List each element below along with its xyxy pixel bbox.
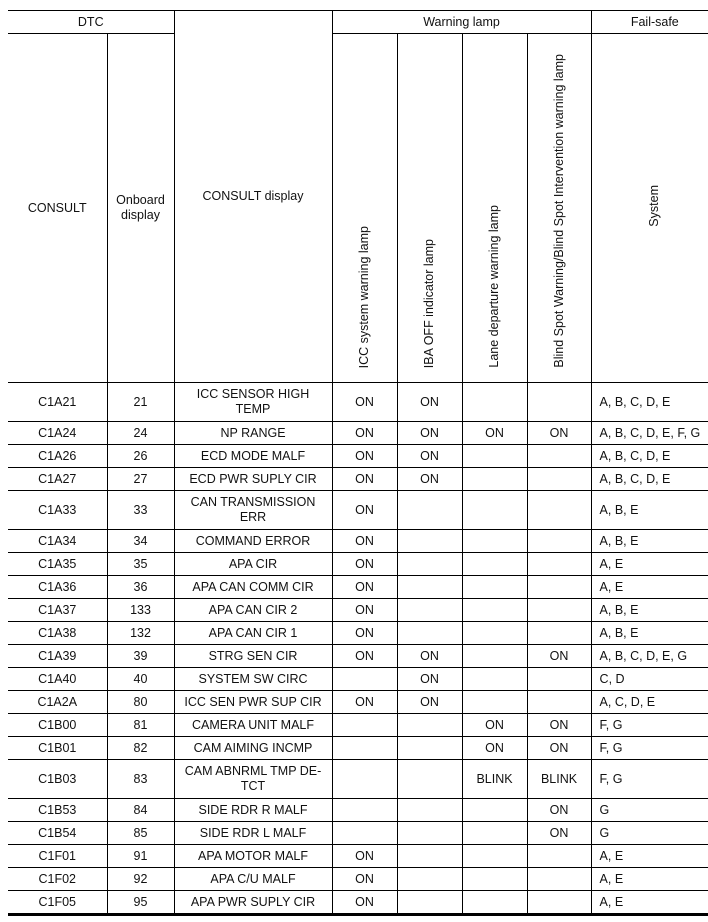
blind-spot-lamp-cell: ON: [527, 714, 591, 737]
lane-lamp-cell: [462, 468, 527, 491]
onboard-cell: 92: [107, 868, 174, 891]
onboard-cell: 40: [107, 668, 174, 691]
iba-lamp-cell: ON: [397, 383, 462, 422]
table-row: [8, 645, 708, 668]
blind-spot-lamp-cell: [527, 691, 591, 714]
onboard-display-header: Onboard display: [107, 34, 174, 383]
iba-lamp-cell: [397, 868, 462, 891]
consult-header: CONSULT: [8, 34, 107, 383]
blind-spot-lamp-cell: [527, 468, 591, 491]
icc-lamp-cell: [332, 822, 397, 845]
warning-lamp-header: Warning lamp: [332, 11, 591, 34]
table-row: [8, 599, 708, 622]
table-row: [8, 668, 708, 691]
icc-lamp-cell: ON: [332, 491, 397, 530]
table-row: [8, 799, 708, 822]
onboard-cell: 39: [107, 645, 174, 668]
consult-cell: C1A33: [8, 491, 107, 530]
icc-lamp-cell: ON: [332, 891, 397, 915]
onboard-cell: 26: [107, 445, 174, 468]
lane-lamp-cell: [462, 599, 527, 622]
consult-display-cell: CAN TRANSMISSION ERR: [174, 491, 332, 530]
consult-cell: C1F02: [8, 868, 107, 891]
consult-display-cell: STRG SEN CIR: [174, 645, 332, 668]
table-row: [8, 868, 708, 891]
lane-lamp-label: Lane departure warning lamp: [487, 205, 502, 368]
consult-display-cell: CAM ABNRML TMP DE-TCT: [174, 760, 332, 799]
consult-cell: C1A2A: [8, 691, 107, 714]
fail-safe-header: Fail-safe: [591, 11, 708, 34]
system-cell: A, E: [591, 891, 708, 915]
blind-spot-lamp-cell: [527, 668, 591, 691]
consult-cell: C1A37: [8, 599, 107, 622]
consult-display-cell: SIDE RDR L MALF: [174, 822, 332, 845]
icc-lamp-cell: ON: [332, 383, 397, 422]
consult-cell: C1B54: [8, 822, 107, 845]
system-cell: A, B, C, D, E: [591, 383, 708, 422]
table-row: [8, 822, 708, 845]
icc-lamp-cell: ON: [332, 553, 397, 576]
table-row: [8, 553, 708, 576]
table-row: [8, 622, 708, 645]
consult-cell: C1B53: [8, 799, 107, 822]
lane-lamp-cell: [462, 622, 527, 645]
iba-lamp-cell: [397, 799, 462, 822]
table-row: [8, 714, 708, 737]
blind-spot-lamp-cell: [527, 491, 591, 530]
blind-spot-lamp-cell: [527, 891, 591, 915]
system-cell: A, B, C, D, E, G: [591, 645, 708, 668]
consult-display-cell: APA MOTOR MALF: [174, 845, 332, 868]
icc-lamp-cell: ON: [332, 576, 397, 599]
blind-spot-lamp-cell: [527, 599, 591, 622]
iba-lamp-cell: [397, 622, 462, 645]
blind-spot-lamp-cell: ON: [527, 737, 591, 760]
blind-spot-lamp-cell: ON: [527, 799, 591, 822]
onboard-cell: 83: [107, 760, 174, 799]
lane-lamp-header: [462, 34, 527, 383]
consult-cell: C1A34: [8, 530, 107, 553]
system-cell: F, G: [591, 737, 708, 760]
consult-display-cell: ECD PWR SUPLY CIR: [174, 468, 332, 491]
system-cell: F, G: [591, 760, 708, 799]
blind-spot-lamp-cell: [527, 845, 591, 868]
onboard-cell: 95: [107, 891, 174, 915]
onboard-cell: 34: [107, 530, 174, 553]
lane-lamp-cell: BLINK: [462, 760, 527, 799]
onboard-cell: 36: [107, 576, 174, 599]
consult-cell: C1A26: [8, 445, 107, 468]
lane-lamp-cell: [462, 668, 527, 691]
consult-cell: C1F05: [8, 891, 107, 915]
onboard-cell: 91: [107, 845, 174, 868]
icc-lamp-label: ICC system warning lamp: [357, 225, 372, 368]
system-cell: A, E: [591, 553, 708, 576]
consult-display-cell: CAMERA UNIT MALF: [174, 714, 332, 737]
lane-lamp-cell: ON: [462, 714, 527, 737]
blind-spot-lamp-cell: [527, 868, 591, 891]
system-cell: A, B, E: [591, 599, 708, 622]
icc-lamp-cell: ON: [332, 445, 397, 468]
consult-cell: C1A39: [8, 645, 107, 668]
onboard-cell: 80: [107, 691, 174, 714]
dtc-header: DTC: [8, 11, 174, 34]
consult-display-cell: SYSTEM SW CIRC: [174, 668, 332, 691]
iba-lamp-cell: ON: [397, 468, 462, 491]
icc-lamp-cell: ON: [332, 530, 397, 553]
blind-spot-lamp-cell: ON: [527, 822, 591, 845]
iba-lamp-cell: [397, 530, 462, 553]
lane-lamp-cell: [462, 868, 527, 891]
blind-spot-lamp-cell: BLINK: [527, 760, 591, 799]
icc-lamp-cell: ON: [332, 599, 397, 622]
system-cell: G: [591, 799, 708, 822]
onboard-cell: 133: [107, 599, 174, 622]
icc-lamp-cell: ON: [332, 868, 397, 891]
lane-lamp-cell: [462, 576, 527, 599]
system-label: System: [647, 185, 662, 227]
consult-cell: C1A24: [8, 422, 107, 445]
consult-cell: C1B03: [8, 760, 107, 799]
icc-lamp-cell: ON: [332, 645, 397, 668]
table-row: [8, 445, 708, 468]
consult-display-cell: APA C/U MALF: [174, 868, 332, 891]
table-row: [8, 576, 708, 599]
iba-lamp-cell: ON: [397, 645, 462, 668]
lane-lamp-cell: ON: [462, 422, 527, 445]
icc-lamp-cell: [332, 714, 397, 737]
iba-lamp-cell: ON: [397, 668, 462, 691]
blind-spot-lamp-cell: [527, 576, 591, 599]
table-row: [8, 530, 708, 553]
table-row: [8, 737, 708, 760]
consult-display-header: CONSULT display: [174, 11, 332, 383]
lane-lamp-cell: [462, 491, 527, 530]
consult-display-cell: APA CAN CIR 1: [174, 622, 332, 645]
icc-lamp-cell: ON: [332, 422, 397, 445]
consult-cell: C1B01: [8, 737, 107, 760]
lane-lamp-cell: [462, 845, 527, 868]
system-header: [591, 34, 708, 383]
iba-lamp-header: [397, 34, 462, 383]
onboard-cell: 35: [107, 553, 174, 576]
consult-display-cell: APA CIR: [174, 553, 332, 576]
consult-cell: C1A40: [8, 668, 107, 691]
onboard-cell: 24: [107, 422, 174, 445]
onboard-cell: 132: [107, 622, 174, 645]
consult-cell: C1F01: [8, 845, 107, 868]
icc-lamp-cell: [332, 668, 397, 691]
icc-lamp-cell: ON: [332, 468, 397, 491]
consult-cell: C1A27: [8, 468, 107, 491]
onboard-cell: 27: [107, 468, 174, 491]
system-cell: A, E: [591, 845, 708, 868]
consult-display-cell: COMMAND ERROR: [174, 530, 332, 553]
iba-lamp-cell: [397, 822, 462, 845]
icc-lamp-header: [332, 34, 397, 383]
blind-spot-lamp-cell: ON: [527, 645, 591, 668]
system-cell: A, E: [591, 868, 708, 891]
icc-lamp-cell: ON: [332, 845, 397, 868]
system-cell: A, B, C, D, E: [591, 468, 708, 491]
system-cell: A, B, C, D, E: [591, 445, 708, 468]
lane-lamp-cell: ON: [462, 737, 527, 760]
system-cell: A, B, E: [591, 530, 708, 553]
onboard-cell: 84: [107, 799, 174, 822]
consult-display-cell: APA CAN COMM CIR: [174, 576, 332, 599]
lane-lamp-cell: [462, 645, 527, 668]
lane-lamp-cell: [462, 530, 527, 553]
consult-cell: C1A38: [8, 622, 107, 645]
consult-display-cell: CAM AIMING INCMP: [174, 737, 332, 760]
blind-spot-lamp-header: [527, 34, 591, 383]
icc-lamp-cell: [332, 760, 397, 799]
iba-lamp-cell: [397, 760, 462, 799]
onboard-cell: 81: [107, 714, 174, 737]
icc-lamp-cell: [332, 799, 397, 822]
iba-lamp-cell: [397, 737, 462, 760]
table-row: [8, 422, 708, 445]
table-row: [8, 845, 708, 868]
iba-lamp-cell: ON: [397, 422, 462, 445]
table-row: [8, 691, 708, 714]
onboard-cell: 82: [107, 737, 174, 760]
iba-lamp-cell: ON: [397, 445, 462, 468]
icc-lamp-cell: ON: [332, 691, 397, 714]
blind-spot-lamp-cell: [527, 530, 591, 553]
iba-lamp-cell: [397, 714, 462, 737]
table-row: [8, 891, 708, 915]
lane-lamp-cell: [462, 445, 527, 468]
system-cell: A, C, D, E: [591, 691, 708, 714]
lane-lamp-cell: [462, 383, 527, 422]
consult-cell: C1A36: [8, 576, 107, 599]
consult-display-cell: ICC SENSOR HIGH TEMP: [174, 383, 332, 422]
system-cell: A, E: [591, 576, 708, 599]
consult-display-cell: APA CAN CIR 2: [174, 599, 332, 622]
consult-display-cell: ECD MODE MALF: [174, 445, 332, 468]
blind-spot-lamp-cell: [527, 445, 591, 468]
iba-lamp-cell: [397, 599, 462, 622]
icc-lamp-cell: [332, 737, 397, 760]
onboard-cell: 85: [107, 822, 174, 845]
iba-lamp-cell: [397, 576, 462, 599]
system-cell: A, B, E: [591, 622, 708, 645]
system-cell: A, B, C, D, E, F, G: [591, 422, 708, 445]
lane-lamp-cell: [462, 691, 527, 714]
table-row: [8, 468, 708, 491]
lane-lamp-cell: [462, 799, 527, 822]
consult-display-cell: APA PWR SUPLY CIR: [174, 891, 332, 915]
blind-spot-lamp-label: Blind Spot Warning/Blind Spot Intervention warning lamp: [551, 54, 566, 368]
system-cell: C, D: [591, 668, 708, 691]
iba-lamp-cell: [397, 845, 462, 868]
iba-lamp-cell: [397, 553, 462, 576]
system-cell: G: [591, 822, 708, 845]
iba-lamp-label: IBA OFF indicator lamp: [422, 238, 437, 368]
consult-display-cell: SIDE RDR R MALF: [174, 799, 332, 822]
onboard-cell: 33: [107, 491, 174, 530]
blind-spot-lamp-cell: [527, 622, 591, 645]
table-row: [8, 760, 708, 799]
blind-spot-lamp-cell: [527, 383, 591, 422]
iba-lamp-cell: [397, 891, 462, 915]
dtc-table: [8, 10, 708, 916]
lane-lamp-cell: [462, 822, 527, 845]
table-row: [8, 491, 708, 530]
onboard-cell: 21: [107, 383, 174, 422]
consult-cell: C1A35: [8, 553, 107, 576]
lane-lamp-cell: [462, 891, 527, 915]
consult-cell: C1A21: [8, 383, 107, 422]
blind-spot-lamp-cell: ON: [527, 422, 591, 445]
blind-spot-lamp-cell: [527, 553, 591, 576]
system-cell: F, G: [591, 714, 708, 737]
table-row: [8, 383, 708, 422]
iba-lamp-cell: [397, 491, 462, 530]
lane-lamp-cell: [462, 553, 527, 576]
system-cell: A, B, E: [591, 491, 708, 530]
consult-display-cell: NP RANGE: [174, 422, 332, 445]
consult-cell: C1B00: [8, 714, 107, 737]
table-body: [8, 383, 708, 915]
consult-display-cell: ICC SEN PWR SUP CIR: [174, 691, 332, 714]
icc-lamp-cell: ON: [332, 622, 397, 645]
iba-lamp-cell: ON: [397, 691, 462, 714]
